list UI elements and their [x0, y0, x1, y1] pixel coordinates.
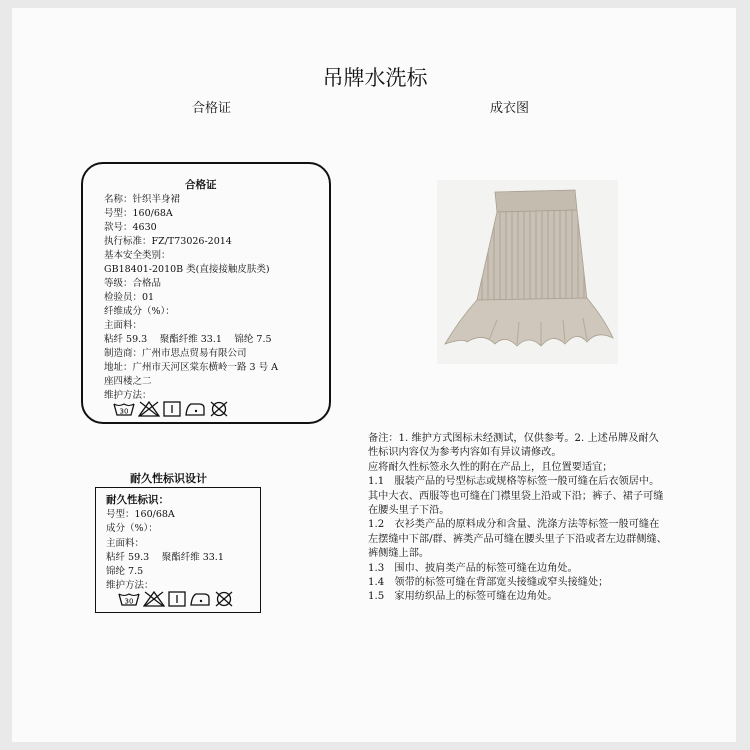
notes-paragraph: 1.4 领带的标签可缝在背部宽头接缝或窄头接缝处；	[368, 577, 609, 589]
durable-heading: 耐久性标识：	[106, 494, 169, 506]
certificate-line: 地址：广州市天河区棠东横岭一路 3 号 A	[104, 362, 278, 373]
iron-low-icon	[184, 401, 206, 417]
durable-line: 成分（%）：	[106, 523, 158, 534]
certificate-line: 主面料：	[104, 320, 143, 331]
notes-paragraph: 1.3 围巾、披肩类产品的标签可缝在边角处。	[368, 562, 578, 574]
drip-dry-icon	[168, 591, 186, 607]
certificate-line: 检验员：01	[104, 292, 155, 303]
certificate-line: 基本安全类别：	[104, 250, 171, 261]
certificate-line: 执行标准：FZ/T73026-2014	[104, 236, 232, 247]
iron-low-icon	[189, 591, 211, 607]
notes-section	[368, 432, 668, 605]
certificate-line: 粘纤 59.3 聚酯纤维 33.1 锦纶 7.5	[104, 334, 272, 345]
certificate-line: 款号：4630	[104, 222, 157, 233]
no-bleach-icon	[143, 591, 165, 607]
garment-subtitle: 成衣图	[490, 101, 530, 116]
certificate-subtitle: 合格证	[192, 101, 232, 116]
certificate-line: GB18401-2010B 类(直接接触皮肤类)	[104, 264, 270, 275]
durable-line: 锦纶 7.5	[106, 566, 144, 577]
certificate-line: 座四楼之二	[104, 376, 152, 387]
wash-temp-label: 30	[119, 407, 129, 416]
drip-dry-icon	[163, 401, 181, 417]
durable-line: 粘纤 59.3 聚酯纤维 33.1	[106, 552, 224, 563]
page-title: 吊牌水洗标	[322, 66, 428, 90]
knit-skirt-image	[437, 180, 618, 364]
notes-paragraph: 1.5 家用纺织品上的标签可缝在边角处。	[368, 591, 558, 603]
wash-temp-label: 30	[124, 597, 134, 606]
durable-care-symbols	[118, 590, 234, 608]
notes-paragraph: 1.1 服装产品的号型标志或规格等标签一般可缝在后衣领居中。其中大衣、西服等也可缝在门襟里袋上沿或下沿；裤子、裙子可缝在腰头里子下沿。	[368, 476, 664, 517]
certificate-care-symbols	[113, 400, 229, 418]
no-dry-clean-icon	[214, 591, 234, 607]
garment-photo	[437, 180, 618, 364]
certificate-line: 名称：针织半身裙	[104, 194, 181, 205]
notes-paragraph: 备注：1. 维护方式图标未经测试，仅供参考。2. 上述吊牌及耐久性标识内容仅为参考内容如有异议请修改。	[368, 433, 659, 459]
certificate-line: 制造商：广州市思点贸易有限公司	[104, 348, 247, 359]
durable-line: 主面料：	[106, 538, 145, 549]
wash-30-icon	[118, 591, 140, 607]
durable-line: 号型：160/68A	[106, 509, 175, 520]
no-dry-clean-icon	[209, 401, 229, 417]
certificate-line: 维护方法：	[104, 390, 152, 401]
certificate-line: 等级：合格品	[104, 278, 162, 289]
certificate-line: 号型：160/68A	[104, 208, 173, 219]
no-bleach-icon	[138, 401, 160, 417]
wash-30-icon	[113, 401, 135, 417]
durable-section-title: 耐久性标识设计	[130, 472, 207, 485]
certificate-heading: 合格证	[185, 179, 217, 191]
notes-paragraph: 1.2 衣衫类产品的原料成分和含量、洗涤方法等标签一般可缝在左摆缝中下部/群、裤类产品可缝在腰头里子下沿或者左边群侧缝、裤侧缝上部。	[368, 519, 667, 560]
notes-paragraph: 应将耐久性标签永久性的附在产品上，且位置要适宜；	[368, 461, 613, 473]
certificate-line: 纤维成分（%）：	[104, 306, 175, 317]
durable-line: 维护方法：	[106, 580, 154, 591]
